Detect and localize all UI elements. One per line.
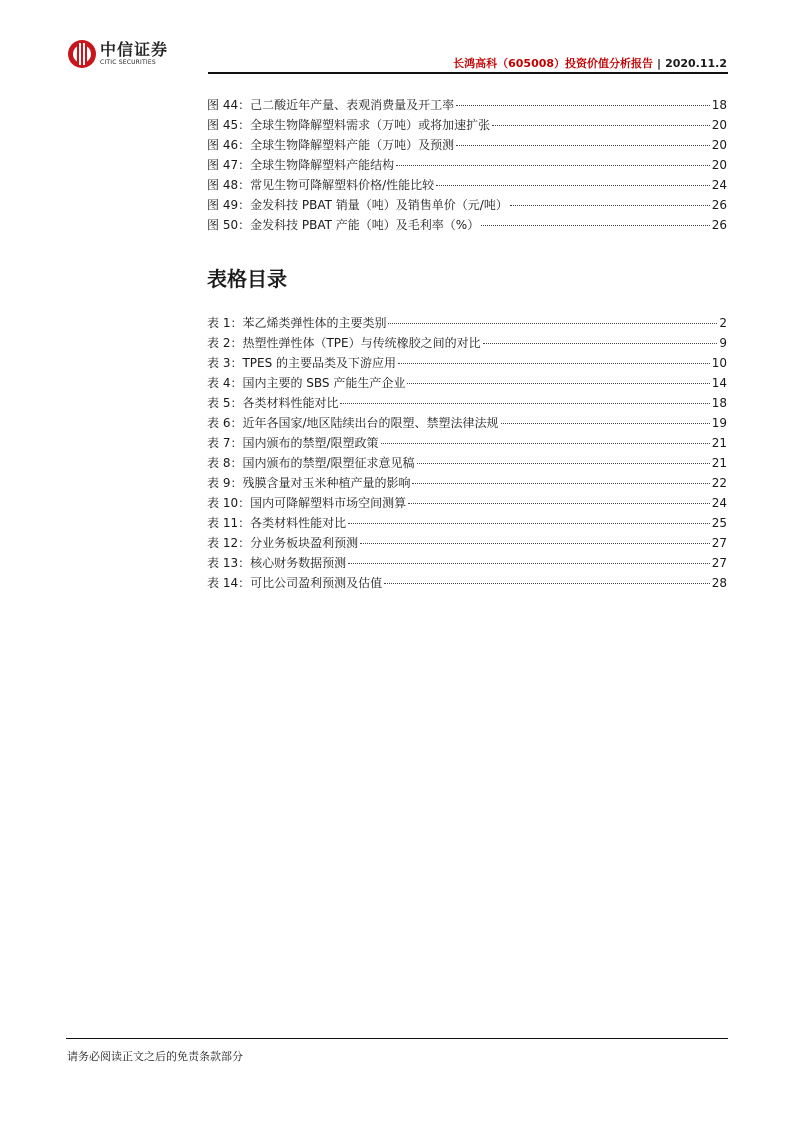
report-date: 2020.11.2 bbox=[665, 57, 727, 70]
table-toc-entry[interactable] bbox=[207, 394, 727, 414]
table-toc-list bbox=[207, 314, 727, 594]
dot-leader bbox=[436, 185, 710, 186]
toc-entry-page[interactable]: 20 bbox=[711, 118, 727, 132]
toc-entry-page[interactable]: 28 bbox=[711, 576, 727, 590]
table-toc-entry[interactable] bbox=[207, 574, 727, 594]
toc-entry-page[interactable]: 21 bbox=[711, 456, 727, 470]
dot-leader bbox=[501, 423, 710, 424]
toc-entry-page[interactable]: 14 bbox=[711, 376, 727, 390]
figure-toc-entry[interactable] bbox=[207, 116, 727, 136]
toc-entry-page[interactable]: 24 bbox=[711, 496, 727, 510]
toc-entry-page[interactable]: 18 bbox=[711, 98, 727, 112]
table-toc-entry[interactable] bbox=[207, 314, 727, 334]
table-toc-entry[interactable] bbox=[207, 514, 727, 534]
table-toc-entry[interactable] bbox=[207, 454, 727, 474]
logo-cn-text: 中信证券 bbox=[100, 40, 169, 59]
figure-toc-entry[interactable] bbox=[207, 136, 727, 156]
toc-entry-label[interactable]: 图 49：金发科技 PBAT 销量（吨）及销售单价（元/吨） bbox=[207, 198, 508, 212]
table-toc-entry[interactable] bbox=[207, 414, 727, 434]
toc-entry-page[interactable]: 10 bbox=[711, 356, 727, 370]
figure-toc-entry[interactable] bbox=[207, 176, 727, 196]
report-title: 长鸿高科（605008）投资价值分析报告 bbox=[453, 57, 654, 70]
figure-toc-entry[interactable] bbox=[207, 156, 727, 176]
dot-leader bbox=[456, 145, 710, 146]
figure-toc-list bbox=[207, 96, 727, 236]
toc-entry-label[interactable]: 表 7：国内颁布的禁塑/限塑政策 bbox=[207, 436, 379, 450]
logo-en-text: CITIC SECURITIES bbox=[100, 59, 156, 66]
toc-entry-page[interactable]: 18 bbox=[711, 396, 727, 410]
toc-entry-label[interactable]: 表 5：各类材料性能对比 bbox=[207, 396, 339, 410]
toc-entry-page[interactable]: 2 bbox=[719, 316, 727, 330]
header-separator: | bbox=[657, 57, 662, 70]
header-divider bbox=[208, 72, 728, 74]
footer-disclaimer: 请务必阅读正文之后的免责条款部分 bbox=[67, 1050, 243, 1063]
toc-entry-label[interactable]: 图 45：全球生物降解塑料需求（万吨）或将加速扩张 bbox=[207, 118, 491, 132]
toc-entry-page[interactable]: 27 bbox=[711, 536, 727, 550]
dot-leader bbox=[408, 503, 710, 504]
dot-leader bbox=[388, 323, 717, 324]
table-toc-entry[interactable] bbox=[207, 494, 727, 514]
table-toc-entry[interactable] bbox=[207, 534, 727, 554]
report-header bbox=[453, 55, 727, 71]
toc-entry-page[interactable]: 22 bbox=[711, 476, 727, 490]
toc-entry-label[interactable]: 表 14：可比公司盈利预测及估值 bbox=[207, 576, 383, 590]
toc-entry-page[interactable]: 26 bbox=[711, 218, 727, 232]
dot-leader bbox=[412, 483, 709, 484]
toc-entry-page[interactable]: 25 bbox=[711, 516, 727, 530]
dot-leader bbox=[483, 343, 718, 344]
toc-entry-page[interactable]: 27 bbox=[711, 556, 727, 570]
toc-entry-label[interactable]: 表 10：国内可降解塑料市场空间测算 bbox=[207, 496, 407, 510]
figure-toc-entry[interactable] bbox=[207, 96, 727, 116]
toc-entry-page[interactable]: 19 bbox=[711, 416, 727, 430]
toc-entry-label[interactable]: 表 4：国内主要的 SBS 产能生产企业 bbox=[207, 376, 406, 390]
toc-entry-label[interactable]: 表 13：核心财务数据预测 bbox=[207, 556, 347, 570]
toc-entry-page[interactable]: 24 bbox=[711, 178, 727, 192]
dot-leader bbox=[492, 125, 710, 126]
toc-entry-label[interactable]: 图 48：常见生物可降解塑料价格/性能比较 bbox=[207, 178, 435, 192]
figure-toc-entry[interactable] bbox=[207, 216, 727, 236]
table-toc-entry[interactable] bbox=[207, 554, 727, 574]
figure-toc-entry[interactable] bbox=[207, 196, 727, 216]
toc-entry-page[interactable]: 9 bbox=[719, 336, 727, 350]
toc-entry-label[interactable]: 图 50：金发科技 PBAT 产能（吨）及毛利率（%） bbox=[207, 218, 480, 232]
table-toc-entry[interactable] bbox=[207, 374, 727, 394]
dot-leader bbox=[340, 403, 709, 404]
footer-divider bbox=[66, 1038, 728, 1039]
toc-entry-label[interactable]: 图 46：全球生物降解塑料产能（万吨）及预测 bbox=[207, 138, 455, 152]
dot-leader bbox=[398, 363, 710, 364]
toc-entry-page[interactable]: 20 bbox=[711, 138, 727, 152]
dot-leader bbox=[396, 165, 710, 166]
toc-entry-label[interactable]: 表 12：分业务板块盈利预测 bbox=[207, 536, 359, 550]
toc-entry-label[interactable]: 表 9：残膜含量对玉米种植产量的影响 bbox=[207, 476, 411, 490]
toc-entry-label[interactable]: 表 1：苯乙烯类弹性体的主要类别 bbox=[207, 316, 387, 330]
citic-logo-icon bbox=[68, 40, 96, 68]
dot-leader bbox=[407, 383, 709, 384]
toc-entry-page[interactable]: 26 bbox=[711, 198, 727, 212]
toc-entry-label[interactable]: 表 8：国内颁布的禁塑/限塑征求意见稿 bbox=[207, 456, 415, 470]
toc-entry-label[interactable]: 表 11：各类材料性能对比 bbox=[207, 516, 347, 530]
dot-leader bbox=[348, 563, 710, 564]
toc-entry-page[interactable]: 20 bbox=[711, 158, 727, 172]
table-toc-entry[interactable] bbox=[207, 474, 727, 494]
dot-leader bbox=[417, 463, 710, 464]
toc-entry-label[interactable]: 图 47：全球生物降解塑料产能结构 bbox=[207, 158, 395, 172]
dot-leader bbox=[348, 523, 710, 524]
dot-leader bbox=[456, 105, 710, 106]
citic-logo bbox=[68, 40, 168, 68]
toc-entry-label[interactable]: 图 44：己二酸近年产量、表观消费量及开工率 bbox=[207, 98, 455, 112]
toc-entry-label[interactable]: 表 3：TPES 的主要品类及下游应用 bbox=[207, 356, 397, 370]
toc-entry-label[interactable]: 表 2：热塑性弹性体（TPE）与传统橡胶之间的对比 bbox=[207, 336, 481, 350]
table-toc-entry[interactable] bbox=[207, 434, 727, 454]
dot-leader bbox=[381, 443, 710, 444]
table-toc-entry[interactable] bbox=[207, 354, 727, 374]
toc-entry-label[interactable]: 表 6：近年各国家/地区陆续出台的限塑、禁塑法律法规 bbox=[207, 416, 499, 430]
tables-toc-title: 表格目录 bbox=[207, 267, 287, 291]
dot-leader bbox=[360, 543, 710, 544]
toc-entry-page[interactable]: 21 bbox=[711, 436, 727, 450]
table-toc-entry[interactable] bbox=[207, 334, 727, 354]
dot-leader bbox=[384, 583, 710, 584]
dot-leader bbox=[481, 225, 710, 226]
dot-leader bbox=[510, 205, 710, 206]
